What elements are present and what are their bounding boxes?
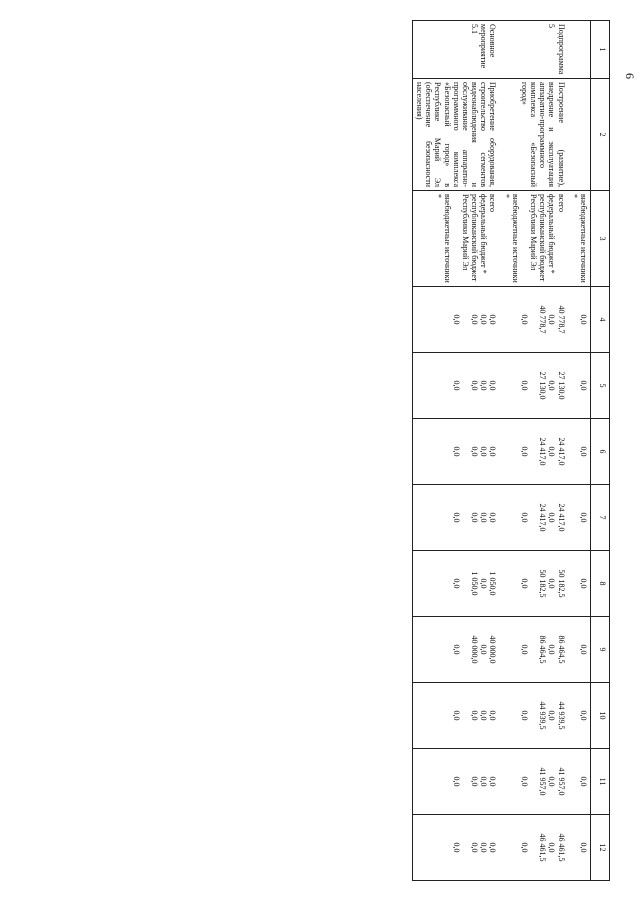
- column-number: 8: [591, 551, 610, 617]
- value-cell: 0,0: [470, 842, 480, 853]
- funding-source: внебюджетные источники *: [433, 194, 452, 283]
- row-label: Подпрограмма 5: [500, 21, 568, 79]
- value-column: [500, 617, 568, 683]
- value-cell: 0,0: [520, 512, 530, 523]
- value-cell: 0,0: [520, 446, 530, 457]
- funding-source: всего: [488, 194, 498, 213]
- value-column: [500, 287, 568, 353]
- value-cell: 0,0: [451, 644, 461, 655]
- value-cell: 40 778,7: [538, 305, 548, 334]
- value-cell: 0,0: [479, 644, 489, 655]
- row-description: Приобретение оборудования, строительство сегментов видеонаблюдения и обслуживание аппаратно-программного комплекса «Безопасный город» в Республике Марий Эл (обеспечение безопасности населения): [412, 79, 499, 191]
- funding-source: внебюджетные источники *: [501, 194, 520, 283]
- value-cell: 86 464,5: [538, 635, 548, 664]
- value-column: [412, 353, 499, 419]
- funding-source: федеральный бюджет *: [547, 194, 557, 274]
- value-cell: 0,0: [488, 380, 498, 391]
- value-cell: 50 182,5: [538, 569, 548, 598]
- value-cell: 44 939,5: [538, 701, 548, 730]
- value-cell: 40 000,0: [488, 635, 498, 664]
- value-column: [412, 617, 499, 683]
- value-cell: 0,0: [520, 842, 530, 853]
- value-column: [500, 353, 568, 419]
- column-number: 3: [591, 191, 610, 287]
- rotated-table-wrapper: [90, 20, 610, 880]
- value-cell: 0,0: [547, 578, 557, 589]
- column-number: 10: [591, 683, 610, 749]
- column-number: 6: [591, 419, 610, 485]
- value-cell: 0,0: [568, 419, 591, 485]
- table-row: [412, 21, 499, 881]
- value-cell: 0,0: [451, 578, 461, 589]
- value-column: [500, 749, 568, 815]
- value-cell: 0,0: [547, 842, 557, 853]
- value-cell: 24 417,0: [538, 437, 548, 466]
- value-cell: 0,0: [568, 617, 591, 683]
- value-cell: 0,0: [470, 380, 480, 391]
- value-cell: 40 778,7: [556, 305, 566, 334]
- value-cell: 0,0: [488, 314, 498, 325]
- value-cell: 0,0: [568, 353, 591, 419]
- value-cell: 0,0: [451, 842, 461, 853]
- value-cell: 0,0: [568, 287, 591, 353]
- row-label: Основное мероприятие 5.1: [412, 21, 499, 79]
- page-number: 6: [623, 73, 637, 79]
- value-column: [412, 815, 499, 881]
- value-cell: 0,0: [488, 842, 498, 853]
- value-cell: 24 417,0: [556, 437, 566, 466]
- value-cell: 24 417,0: [556, 503, 566, 532]
- funding-source: федеральный бюджет *: [479, 194, 489, 274]
- value-cell: 0,0: [470, 446, 480, 457]
- value-cell: 0,0: [479, 842, 489, 853]
- value-cell: 44 939,5: [556, 701, 566, 730]
- column-number: 4: [591, 287, 610, 353]
- value-cell: 0,0: [479, 380, 489, 391]
- value-cell: 0,0: [568, 551, 591, 617]
- carryover-row: [568, 21, 591, 881]
- value-cell: 0,0: [451, 380, 461, 391]
- value-cell: 0,0: [568, 815, 591, 881]
- column-number-row: [591, 21, 610, 881]
- value-cell: 0,0: [488, 710, 498, 721]
- value-cell: 1 050,0: [488, 571, 498, 596]
- column-number: 1: [591, 21, 610, 79]
- funding-source: республиканский бюджет Республики Марий Эл: [529, 194, 548, 282]
- value-cell: 0,0: [451, 512, 461, 523]
- value-cell: 0,0: [547, 446, 557, 457]
- row-description: Построение (развитие), внедрение и эксплуатация аппаратно-программного комплекса «Безопасный город»: [500, 79, 568, 191]
- value-cell: 0,0: [479, 314, 489, 325]
- value-cell: 41 957,0: [538, 767, 548, 796]
- column-number: 12: [591, 815, 610, 881]
- value-cell: 0,0: [470, 710, 480, 721]
- value-cell: 41 957,0: [556, 767, 566, 796]
- value-cell: 0,0: [547, 710, 557, 721]
- funding-sources: [500, 191, 568, 287]
- value-column: [500, 419, 568, 485]
- value-cell: 86 464,5: [556, 635, 566, 664]
- value-cell: 0,0: [520, 644, 530, 655]
- value-cell: 0,0: [479, 710, 489, 721]
- value-cell: 0,0: [568, 683, 591, 749]
- value-cell: 0,0: [451, 776, 461, 787]
- value-cell: 40 000,0: [470, 635, 480, 664]
- value-column: [412, 749, 499, 815]
- column-number: 11: [591, 749, 610, 815]
- value-cell: 27 130,0: [556, 371, 566, 400]
- value-cell: 0,0: [479, 578, 489, 589]
- column-number: 9: [591, 617, 610, 683]
- value-cell: 0,0: [520, 710, 530, 721]
- value-cell: 0,0: [451, 710, 461, 721]
- budget-table: [412, 20, 610, 881]
- value-cell: 0,0: [451, 446, 461, 457]
- value-cell: 50 182,5: [556, 569, 566, 598]
- value-cell: 0,0: [520, 776, 530, 787]
- value-column: [412, 485, 499, 551]
- value-cell: 0,0: [547, 380, 557, 391]
- table-row: [500, 21, 568, 881]
- value-column: [500, 551, 568, 617]
- funding-source: внебюджетные источники *: [568, 191, 591, 287]
- value-column: [412, 419, 499, 485]
- value-cell: 0,0: [451, 314, 461, 325]
- value-cell: 27 130,0: [538, 371, 548, 400]
- value-cell: 46 461,5: [538, 833, 548, 862]
- value-column: [412, 551, 499, 617]
- value-column: [500, 683, 568, 749]
- column-number: 5: [591, 353, 610, 419]
- value-cell: 0,0: [488, 512, 498, 523]
- funding-source: республиканский бюджет Республики Марий Эл: [460, 194, 480, 282]
- value-cell: 0,0: [547, 776, 557, 787]
- value-cell: 0,0: [488, 446, 498, 457]
- value-column: [500, 815, 568, 881]
- value-cell: 0,0: [520, 380, 530, 391]
- value-cell: 0,0: [479, 446, 489, 457]
- value-cell: 0,0: [470, 776, 480, 787]
- value-cell: 0,0: [568, 749, 591, 815]
- value-column: [500, 485, 568, 551]
- value-cell: 0,0: [479, 512, 489, 523]
- value-cell: 0,0: [568, 485, 591, 551]
- value-cell: 0,0: [520, 578, 530, 589]
- value-cell: 0,0: [470, 512, 480, 523]
- value-cell: 0,0: [520, 314, 530, 325]
- value-cell: 0,0: [547, 644, 557, 655]
- column-number: 7: [591, 485, 610, 551]
- value-cell: 0,0: [479, 776, 489, 787]
- value-column: [412, 683, 499, 749]
- value-cell: 0,0: [470, 314, 480, 325]
- value-cell: 1 050,0: [470, 571, 480, 596]
- value-cell: 0,0: [488, 776, 498, 787]
- value-cell: 0,0: [547, 314, 557, 325]
- value-cell: 46 461,5: [556, 833, 566, 862]
- value-cell: 0,0: [547, 512, 557, 523]
- value-cell: 24 417,0: [538, 503, 548, 532]
- column-number: 2: [591, 79, 610, 191]
- funding-source: всего: [556, 194, 566, 213]
- funding-sources: [412, 191, 499, 287]
- value-column: [412, 287, 499, 353]
